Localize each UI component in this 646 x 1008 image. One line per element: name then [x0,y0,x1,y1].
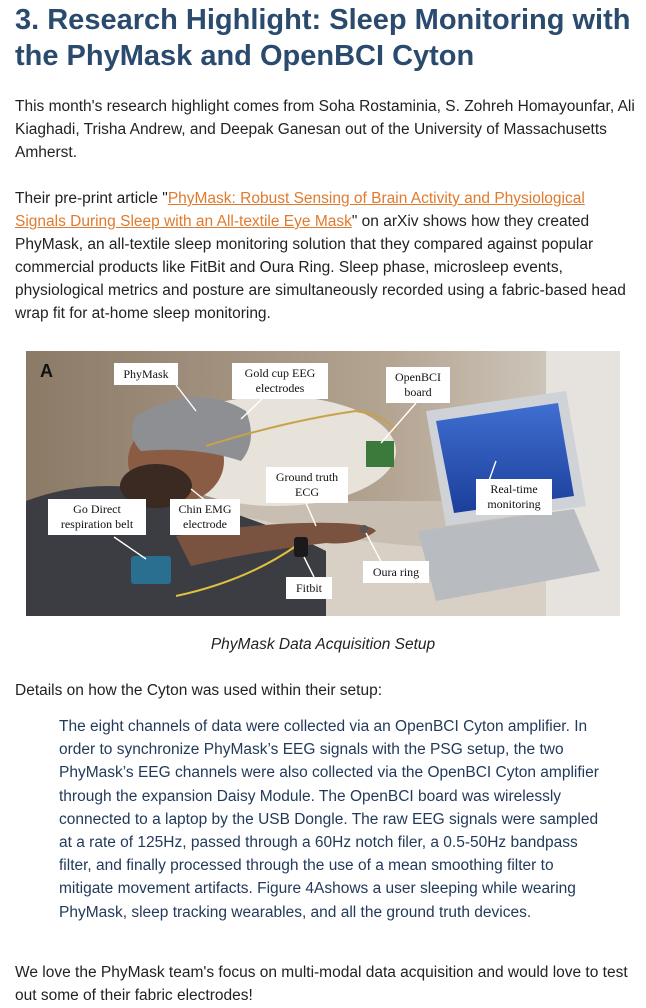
label-gold-cup-line2: electrodes [255,381,305,395]
article-title: 3. Research Highlight: Sleep Monitoring with the PhyMask and OpenBCI Cyton [15,4,631,72]
label-ground-truth-line1: Ground truth [275,470,339,484]
oura-ring-device [360,525,368,533]
label-chin-emg-line1: Chin EMG [178,502,232,516]
label-gold-cup-line1: Gold cup EEG [244,366,316,380]
label-chin-emg-line2: electrode [183,517,227,531]
respiration-belt-sensor [131,556,171,584]
preprint-text-after: " on arXiv shows how they created PhyMask, an all-textile sleep monitoring solution that they compared against popular commercial products like FitBit and Oura Ring. Sleep phase, microsleep events, physiological metrics and posture are simultaneously recorded using a fabric-based head wrap fit for at-home sleep monitoring. [15,213,626,322]
label-go-direct-line1: Go Direct [73,502,121,516]
blockquote-details: The eight channels of data were collected via an OpenBCI Cyton amplifier. In order to synchronize PhyMask’s EEG signals with the PSG setup, the two PhyMask’s EEG channels were also collected via the OpenBCI Cyton amplifier through the expansion Daisy Module. The OpenBCI board was wirelessly connected to a laptop by the USB Dongle. The raw EEG signals were sampled at a rate of 125Hz, passed through a 60Hz notch filer, a 0.5-50Hz bandpass filter, and finally processed through the use of a mean smoothing filter to mitigate movement artifacts. Figure 4Ashows a user sleeping while wearing PhyMask, sleep tracking wearables, and all the ground truth devices. [59,718,599,921]
label-ground-truth-line2: ECG [295,485,319,499]
intro-paragraph: This month's research highlight comes from Soha Rostaminia, S. Zohreh Homayounfar, Ali Kiaghadi, Trisha Andrew, and Deepak Ganesan out of the University of Massachusetts Amherst. [15,98,635,161]
label-oura-ring: Oura ring [372,565,420,579]
label-fitbit: Fitbit [295,581,323,595]
preprint-paragraph [15,187,635,325]
label-realtime-line1: Real-time [490,482,538,496]
details-intro: Details on how the Cyton was used within their setup: [15,682,383,699]
label-openbci-line1: OpenBCI [395,370,441,384]
label-go-direct-line2: respiration belt [60,517,134,531]
preprint-link[interactable]: PhyMask: Robust Sensing of Brain Activity and Physiological Signals During Sleep with an All-textile Eye Mask [15,190,585,230]
label-phymask: PhyMask [123,367,169,381]
label-realtime-line2: monitoring [487,497,541,511]
label-openbci-line2: board [404,385,432,399]
panel-letter: A [40,361,53,381]
preprint-text-before: Their pre-print article " [15,190,168,207]
closing-paragraph: We love the PhyMask team's focus on multi-modal data acquisition and would love to test out some of their fabric electrodes! [15,964,628,1004]
openbci-board [366,441,394,467]
fitbit-device [294,537,308,557]
setup-photo-illustration [26,351,620,616]
figure-caption: PhyMask Data Acquisition Setup [210,636,436,653]
figure-setup-photo [26,351,620,616]
